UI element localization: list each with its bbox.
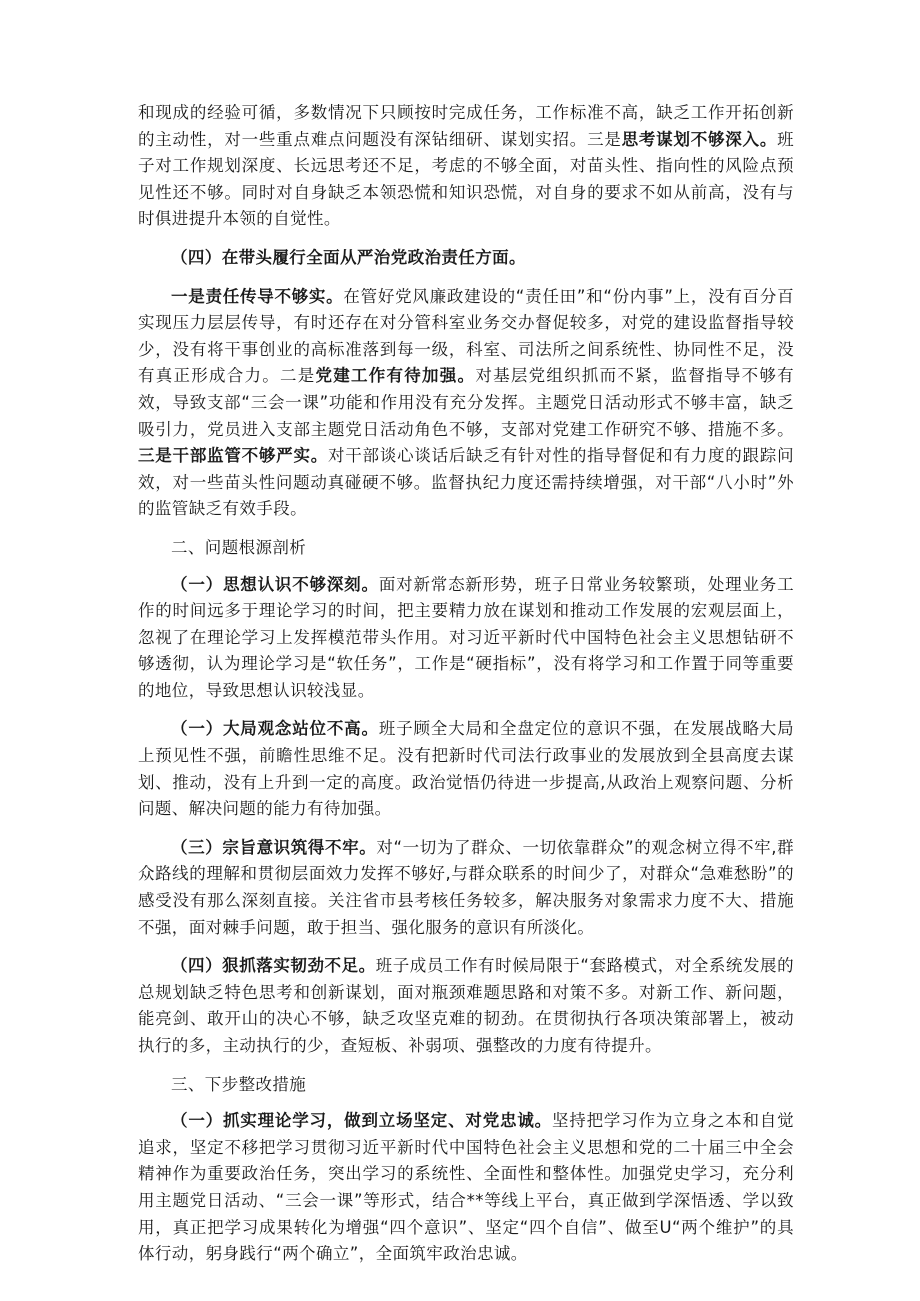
text-segment: 坚持把学习作为立身之本和自觉追求，坚定不移把学习贯彻习近平新时代中国特色社会主义思想和党的二十届三中全会精神作为重要政治任务，突出学习的系统性、全面性和整体性。加强党史学习，充分利用主题党日活动、“三会一课”等形式，结合**等线上平台，真正做到学深悟透、学以致用，真正把学习成果转化为增强“四个意识”、坚定“四个自信”、做至U“两个维护”的具体行动，躬身践行“两个确立”，全面筑牢政治忠诚。 [138, 1111, 794, 1264]
bold-phrase: （一）大局观念站位不高。 [171, 719, 379, 739]
paragraph-continuation [138, 100, 794, 233]
text-segment: 和现成的经验可循，多数情况下只顾按时完成任务，工作标准不高，缺乏工作开拓创新的主动性，对一些重点难点问题没有深钻细研、谋划实招。三是 [138, 103, 794, 149]
subheading-text: （四）在带头履行全面从严治党政治责任方面。 [171, 247, 526, 267]
text-segment: 班子成员工作有时候局限于“套路模式，对全系统发展的总规划缺乏特色思考和创新谋划，面对瓶颈难题思路和对策不多。对新工作、新问题，能亮剑、敢开山的决心不够，缺乏攻坚克难的韧劲。在贯彻执行各项决策部署上，被动执行的多，主动执行的少，查短板、补弱项、强整改的力度有待提升。 [138, 956, 794, 1055]
text-segment: 班子对工作规划深度、长远思考还不足，考虑的不够全面，对苗头性、指向性的风险点预见性还不够。同时对自身缺乏本领恐慌和知识恐慌，对自身的要求不如从前高，没有与时俱进提升本领的自觉性。 [138, 129, 794, 229]
text-segment: 在管好党风廉政建设的“责任田”和“份内事”上，没有百分百实现压力层层传导，有时还存在对分管科室业务交办督促较多，对党的建设监督指导较少，没有将干事创业的高标准落到每一级，科室、司法所之间系统性、协同性不足，没有真正形成合力。二是 [138, 286, 794, 386]
bold-phrase: 一是责任传导不够实。 [171, 286, 344, 306]
section-heading-text: 二、问题根源剖析 [171, 537, 307, 557]
bold-phrase: 思考谋划不够深入。 [621, 129, 778, 149]
paragraph-measure-study [138, 1108, 794, 1268]
text-segment: 对基层党组织抓而不紧，监督指导不够有效，导致支部“三会一课”功能和作用没有充分发挥。主题党日活动形式不够丰富，缺乏吸引力，党员进入支部主题党日活动角色不够，支部对党建工作研究不够、措施不多。 [138, 366, 795, 439]
paragraph-responsibility [138, 284, 794, 523]
text-segment: 对干部谈心谈话后缺乏有针对性的指导督促和有力度的跟踪问效，对一些苗头性问题动真碰硬不够。监督执纪力度还需持续增强，对干部“八小时”外的监管缺乏有效手段。 [138, 446, 794, 519]
document-page [138, 100, 794, 1280]
section-heading-measures [138, 1072, 794, 1099]
section-heading-root-cause [138, 535, 794, 562]
bold-phrase: （一）抓实理论学习，做到立场坚定、对党忠诚。 [171, 1111, 552, 1131]
bold-phrase: （四）狠抓落实韧劲不足。 [171, 956, 376, 976]
paragraph-root-overall-view [138, 716, 794, 822]
section-heading-text: 三、下步整改措施 [171, 1074, 307, 1094]
text-segment: 对“一切为了群众、一切依靠群众”的观念树立得不牢,群众路线的理解和贯彻层面效力发挥不够好,与群众联系的时间少了，对群众“急难愁盼”的感受没有那么深刻直接。关注省市县考核任务较多，解决服务对象需求力度不大、措施不强，面对棘手问题，敢于担当、强化服务的意识有所淡化。 [138, 837, 794, 937]
bold-phrase: （一）思想认识不够深刻。 [171, 574, 379, 594]
text-segment: 班子顾全大局和全盘定位的意识不强，在发展战略大局上预见性不强，前瞻性思维不足。没有把新时代司法行政事业的发展放到全县高度去谋划、推动，没有上升到一定的高度。政治觉悟仍待进一步提高,从政治上观察问题、分析问题、解决问题的能力有待加强。 [138, 719, 794, 819]
text-segment: 面对新常态新形势，班子日常业务较繁琐，处理业务工作的时间远多于理论学习的时间，把主要精力放在谋划和推动工作发展的宏观层面上，忽视了在理论学习上发挥模范带头作用。对习近平新时代中国特色社会主义思想钻研不够透彻，认为理论学习是“软任务”，工作是“硬指标”，没有将学习和工作置于同等重要的地位，导致思想认识较浅显。 [138, 574, 794, 700]
bold-phrase: 三是干部监管不够严实。 [138, 446, 328, 466]
bold-phrase: （三）宗旨意识筑得不牢。 [171, 837, 377, 857]
paragraph-root-thinking [138, 572, 794, 705]
paragraph-root-implementation [138, 953, 794, 1059]
bold-phrase: 党建工作有待加强。 [315, 366, 476, 386]
paragraph-root-purpose [138, 835, 794, 941]
subheading-party-governance [138, 245, 794, 272]
